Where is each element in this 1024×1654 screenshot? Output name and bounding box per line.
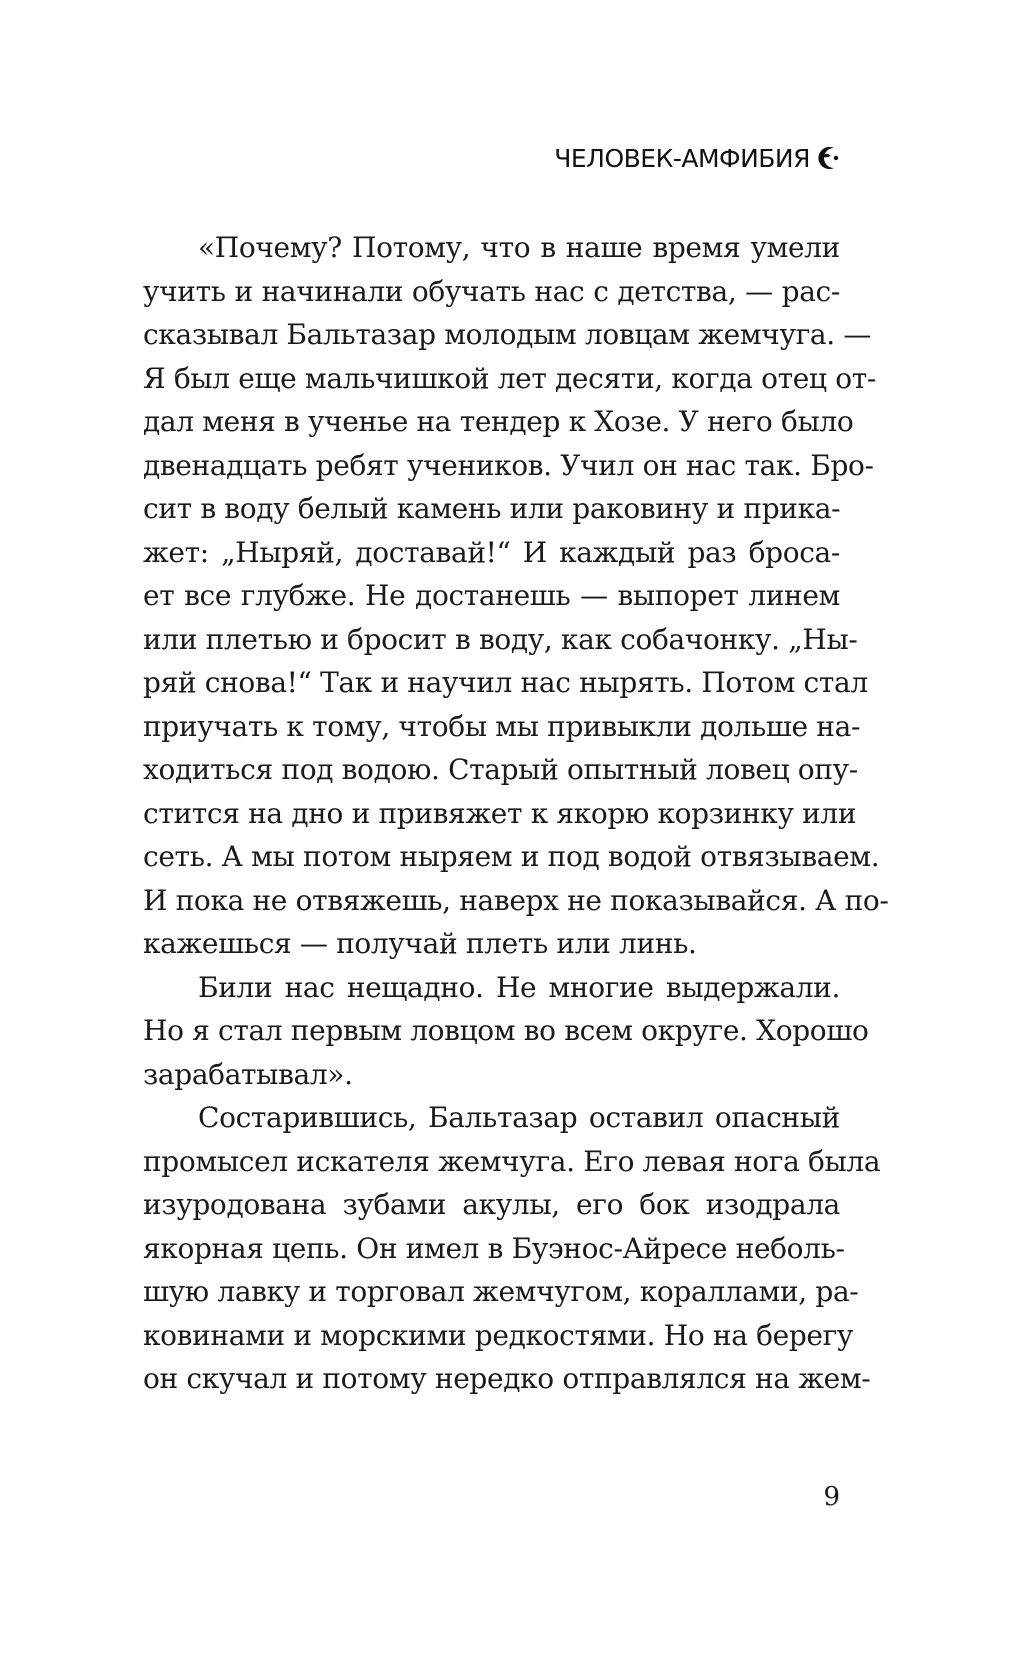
text-line: сеть. А мы потом ныряем и под водой отвязываем.: [143, 840, 880, 873]
text-line: приучать к тому, чтобы мы привыкли дольше на-: [143, 709, 861, 743]
text-line: Но я стал первым ловцом во всем округе. Хорошо: [143, 1014, 869, 1047]
text-line: он скучал и потому нередко отправлялся на жем-: [143, 1362, 871, 1395]
text-line: или плетью и бросит в воду, как собачонку. „Ны-: [143, 622, 858, 656]
text-line: ет все глубже. Не достанешь — выпорет линем: [143, 579, 840, 612]
text-line: ряй снова!“ Так и научил нас нырять. Потом стал: [143, 666, 868, 699]
text-line: сказывал Бальтазар молодым ловцам жемчуга. —: [143, 318, 871, 351]
text-line: ковинами и морскими редкостями. Но на берегу: [143, 1318, 854, 1352]
text-line: Состарившись, Бальтазар оставил опасный: [198, 1101, 840, 1134]
text-line: шую лавку и торговал жемчугом, кораллами, ра-: [143, 1275, 859, 1308]
page-number: 9: [823, 1482, 840, 1512]
text-line: И пока не отвяжешь, наверх не показывайся. А по-: [143, 883, 889, 917]
text-line: учить и начинали обучать нас с детства, — рас-: [143, 274, 840, 308]
text-line: якорная цепь. Он имел в Буэнос-Айресе неболь-: [143, 1231, 845, 1265]
text-line: промысел искателя жемчуга. Его левая нога была: [143, 1144, 881, 1178]
crescent-fish-icon: [816, 145, 842, 171]
text-line: Я был еще мальчишкой лет десяти, когда отец от-: [143, 361, 876, 395]
text-line: жет: „Ныряй, доставай!“ И каждый раз броса-: [143, 535, 840, 569]
text-line: двенадцать ребят учеников. Учил он нас так. Бро-: [143, 448, 874, 482]
text-line: дал меня в ученье на тендер к Хозе. У него было: [143, 405, 854, 438]
text-line: стится на дно и привяжет к якорю корзинку или: [143, 796, 857, 830]
text-line: изуродована зубами акулы, его бок изодрала: [143, 1188, 840, 1221]
running-head: [554, 138, 842, 178]
text-line: ходиться под водою. Старый опытный ловец опу-: [143, 753, 858, 786]
text-line: «Почему? Потому, что в наше время умели: [198, 231, 840, 264]
page-text: [143, 226, 889, 1401]
book-title: ЧЕЛОВЕК-АМФИБИЯ: [554, 143, 810, 173]
text-line: зарабатывал».: [143, 1057, 353, 1091]
text-line: кажешься — получай плеть или линь.: [143, 927, 697, 960]
text-line: Били нас нещадно. Не многие выдержали.: [198, 970, 840, 1004]
text-line: сит в воду белый камень или раковину и прика-: [143, 492, 841, 525]
